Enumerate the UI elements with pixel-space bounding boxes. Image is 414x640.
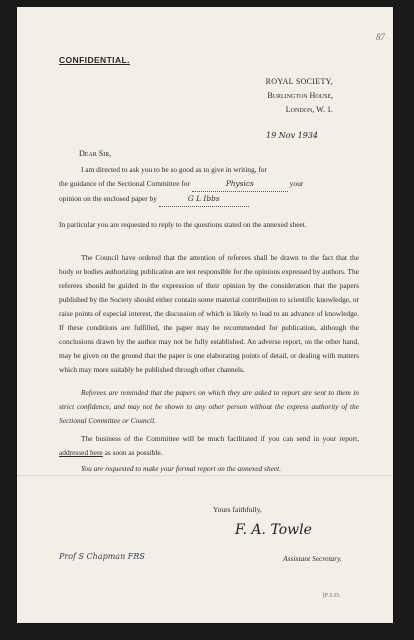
paragraph-formal: You are requested to make your formal report on the annexed sheet. — [81, 464, 282, 473]
paragraph-reply: In particular you are requested to reply to the questions stated on the annexed sheet. — [59, 220, 307, 229]
address-building: Burlington House, — [267, 91, 333, 100]
handwritten-referee-note: Prof S Chapman FRS — [59, 552, 145, 561]
print-code: [F.I.O. — [322, 593, 341, 599]
intro-line-2 — [59, 177, 359, 192]
intro-line-2-suffix: your — [289, 179, 304, 188]
confidential-heading: CONFIDENTIAL. — [59, 55, 130, 65]
intro-line-3 — [59, 192, 359, 207]
paragraph-referees: Referees are reminded that the papers on which they are asked to report are sent to them in strict confidence, and may not be shown to any other person without the express authority of the Sectional Committee or Council. — [59, 388, 359, 425]
committee-field: Physics — [192, 177, 288, 192]
salutation: Dear Sir, — [79, 149, 112, 158]
intro-line-3-prefix: opinion on the enclosed paper by — [59, 194, 157, 203]
signature: F. A. Towle — [235, 522, 312, 538]
intro-block — [59, 163, 359, 207]
business-text-post: as soon as possible. — [104, 448, 163, 457]
author-field: G L Ibbs — [159, 192, 249, 207]
intro-line-1: I am directed to ask you to be so good as to give in writing, for — [81, 165, 267, 174]
paragraph-council: The Council have ordered that the attention of referees shall be drawn to the fact that the body or bodies authorizing publication are not responsible for the opinions expressed by authors. The referees should be guided in the expression of their opinion by the consideration that the papers published by the Society should either contain some material contribution to scientific knowledge, or raise points of especial interest, the discussion of which is likely to lead to an advance of knowledge. If these conditions are fulfilled, the paper may be recommended for publication, although the conclusions drawn by the author may not be fully established. An adverse report, on the other hand, may be given on the ground that the paper is one elaborating points of detail, or dealing with matters which may more suitably be published through other channels. — [59, 253, 359, 374]
closing: Yours faithfully, — [213, 505, 262, 514]
letter-page — [17, 7, 393, 623]
business-text-pre: The business of the Committee will be much facilitated if you can send in your report, — [81, 434, 359, 443]
intro-line-2-prefix: the guidance of the Sectional Committee for — [59, 179, 190, 188]
paragraph-business — [59, 432, 359, 460]
address-society: ROYAL SOCIETY, — [265, 77, 333, 86]
business-addressed-here: addressed here — [59, 448, 103, 457]
signer-title: Assistant Secretary. — [283, 554, 342, 563]
handwritten-date: 19 Nov 1934 — [266, 131, 318, 140]
folio-number: 87 — [376, 32, 385, 42]
address-city: London, W. 1. — [285, 105, 333, 114]
